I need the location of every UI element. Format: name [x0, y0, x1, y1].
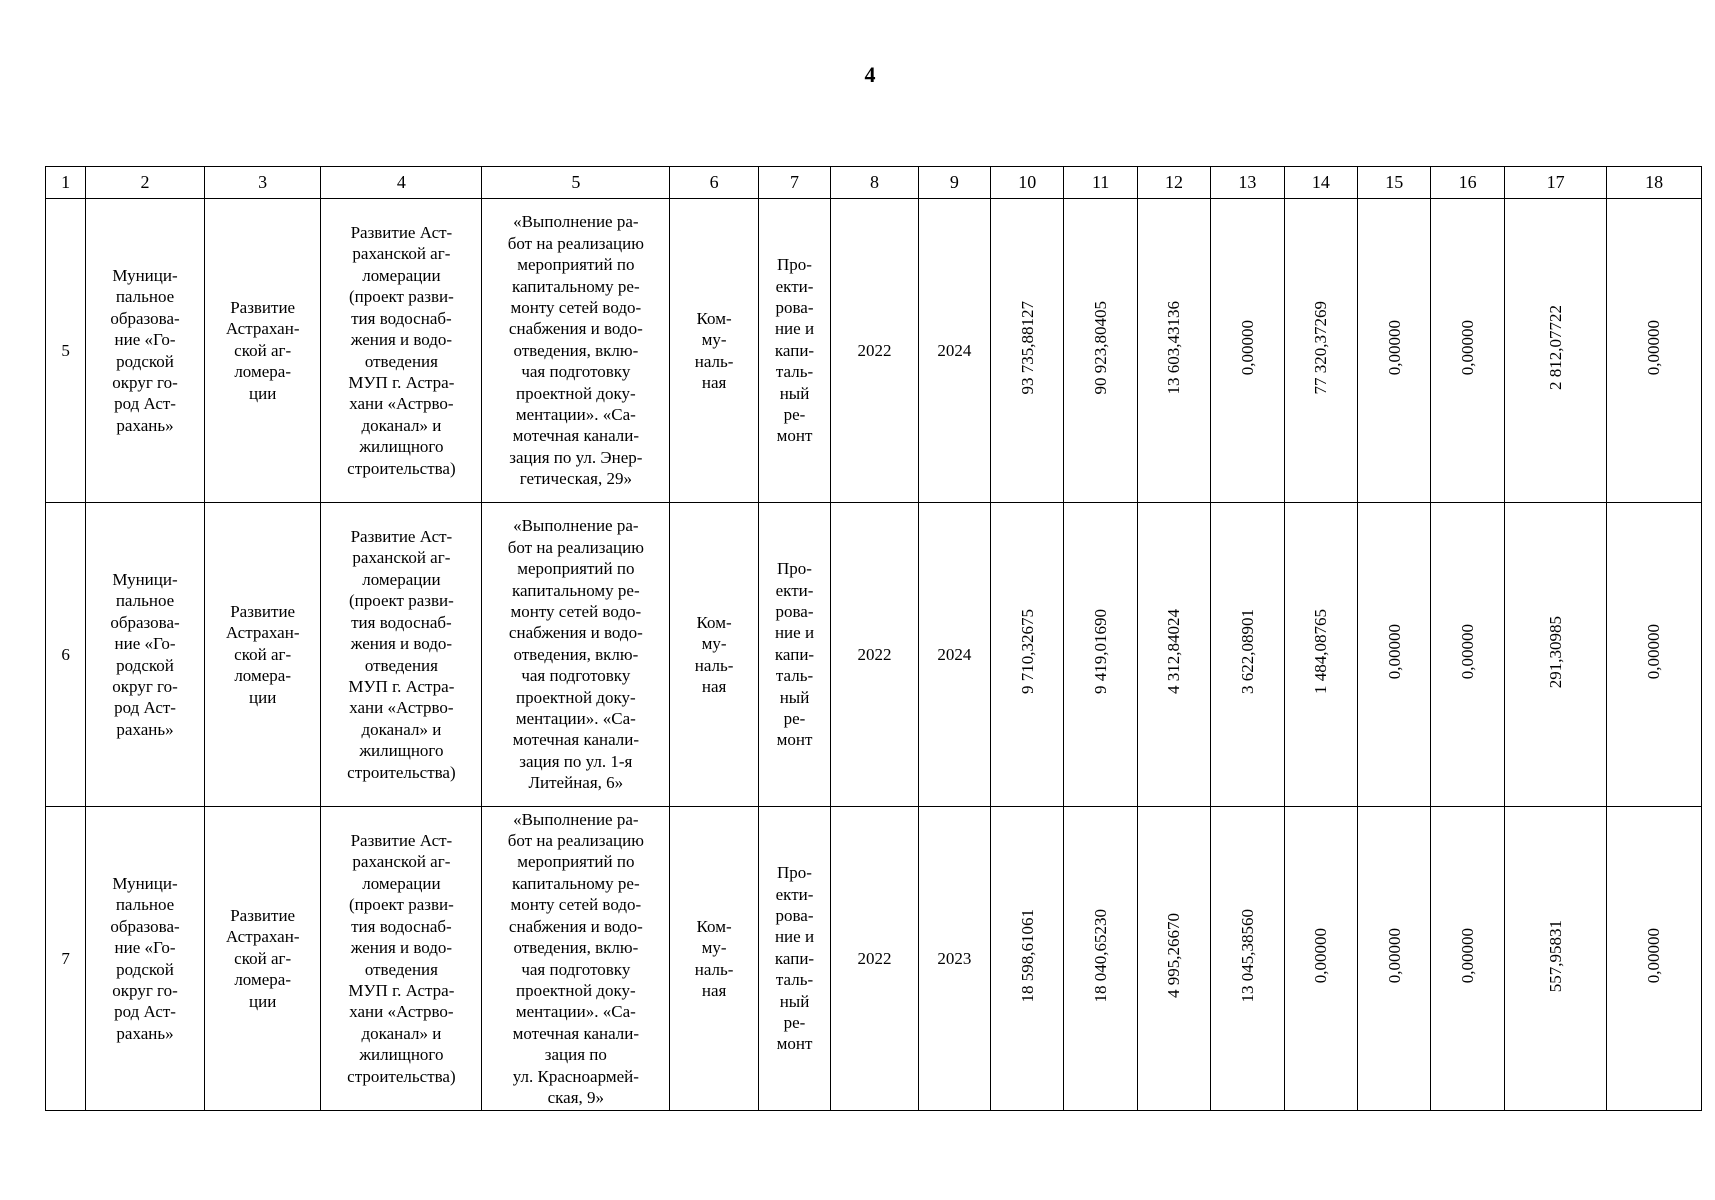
- cell-work-type: [758, 199, 830, 503]
- cell-text: Муници- пальное образова- ние «Го- родской округ го- род Аст- рахань»: [110, 873, 180, 1043]
- cell-c17: [1504, 807, 1607, 1111]
- cell-text: 2022: [857, 340, 892, 360]
- cell-municipality: [86, 199, 205, 503]
- cell-property: [670, 807, 758, 1111]
- cell-text: Развитие Аст- раханской аг- ломерации (проект разви- тия водоснаб- жения и водо- отведения МУП г. Астра- хани «Астрво- доканал» и жилищного строительства): [347, 527, 456, 782]
- table-row: [46, 807, 1702, 1111]
- cell-text: 2024: [937, 340, 972, 360]
- cell-c17: [1504, 503, 1607, 807]
- cell-text: Ком- му- наль- ная: [694, 612, 734, 696]
- header-cell: 1: [46, 167, 86, 199]
- cell-c13: [1211, 503, 1284, 807]
- cell-value-vertical: 0,00000: [1384, 320, 1404, 376]
- cell-property: [670, 503, 758, 807]
- cell-text: Ком- му- наль- ная: [694, 308, 734, 392]
- header-cell: 11: [1064, 167, 1137, 199]
- header-cell: 8: [831, 167, 918, 199]
- cell-c18: [1607, 199, 1702, 503]
- cell-text: Про- екти- рова- ние и капи- таль- ный ре- монт: [774, 559, 815, 750]
- cell-value-vertical: 13 603,43136: [1164, 301, 1184, 395]
- cell-year-end: [918, 807, 990, 1111]
- cell-c14: [1284, 807, 1357, 1111]
- table-row: [46, 503, 1702, 807]
- cell-year-end: [918, 503, 990, 807]
- cell-value-vertical: 3 622,08901: [1237, 609, 1257, 695]
- cell-c16: [1431, 199, 1504, 503]
- cell-value-vertical: 0,00000: [1311, 928, 1331, 984]
- cell-c14: [1284, 199, 1357, 503]
- cell-text: Развитие Аст- раханской аг- ломерации (проект разви- тия водоснаб- жения и водо- отведения МУП г. Астра- хани «Астрво- доканал» и жилищного строительства): [347, 831, 456, 1086]
- header-cell: 17: [1504, 167, 1607, 199]
- cell-c15: [1358, 503, 1431, 807]
- cell-text: 6: [61, 644, 70, 664]
- header-cell: 3: [204, 167, 321, 199]
- cell-text: «Выполнение ра- бот на реализацию мероприятий по капитальному ре- монту сетей водо- снабжения и водо- отведения, вклю- чая подготовку проектной доку- ментации». «Са- мотечная канали- зация по ул. 1-я Литейная, 6»: [507, 516, 644, 793]
- cell-text: «Выполнение ра- бот на реализацию мероприятий по капитальному ре- монту сетей водо- снабжения и водо- отведения, вклю- чая подготовку проектной доку- ментации». «Са- мотечная канали- зация по ул. Энер- гетическая, 29»: [507, 212, 644, 489]
- cell-value-vertical: 0,00000: [1457, 624, 1477, 680]
- cell-c11: [1064, 199, 1137, 503]
- header-row: [46, 167, 1702, 199]
- cell-work-type: [758, 807, 830, 1111]
- cell-value-vertical: 0,00000: [1644, 320, 1664, 376]
- cell-value-vertical: 77 320,37269: [1311, 301, 1331, 395]
- cell-value-vertical: 13 045,38560: [1237, 909, 1257, 1003]
- cell-c18: [1607, 807, 1702, 1111]
- cell-year-end: [918, 199, 990, 503]
- cell-value-vertical: 2 812,07722: [1545, 305, 1565, 391]
- page-number: 4: [864, 62, 876, 87]
- cell-value-vertical: 0,00000: [1644, 928, 1664, 984]
- cell-direction: [204, 807, 321, 1111]
- cell-text: Развитие Астрахан- ской аг- ломера- ции: [225, 905, 300, 1011]
- cell-text: 5: [61, 340, 70, 360]
- cell-c15: [1358, 199, 1431, 503]
- cell-c13: [1211, 199, 1284, 503]
- cell-value-vertical: 18 040,65230: [1090, 909, 1110, 1003]
- cell-municipality: [86, 503, 205, 807]
- cell-c16: [1431, 503, 1504, 807]
- header-cell: 6: [670, 167, 758, 199]
- data-table: [45, 166, 1702, 1111]
- header-cell: 13: [1211, 167, 1284, 199]
- cell-project: [321, 503, 482, 807]
- cell-c11: [1064, 503, 1137, 807]
- cell-value-vertical: 9 710,32675: [1017, 609, 1037, 695]
- cell-value-vertical: 90 923,80405: [1090, 301, 1110, 395]
- cell-value-vertical: 0,00000: [1457, 928, 1477, 984]
- cell-c11: [1064, 807, 1137, 1111]
- cell-c10: [991, 503, 1064, 807]
- cell-direction: [204, 503, 321, 807]
- cell-text: 2023: [937, 948, 972, 968]
- header-cell: 18: [1607, 167, 1702, 199]
- cell-value-vertical: 291,30985: [1545, 615, 1565, 688]
- header-cell: 15: [1358, 167, 1431, 199]
- cell-c16: [1431, 807, 1504, 1111]
- header-cell: 4: [321, 167, 482, 199]
- header-cell: 2: [86, 167, 205, 199]
- cell-text: Развитие Астрахан- ской аг- ломера- ции: [225, 297, 300, 403]
- cell-value-vertical: 557,95831: [1545, 919, 1565, 992]
- cell-value-vertical: 4 312,84024: [1164, 609, 1184, 695]
- cell-c12: [1137, 503, 1210, 807]
- header-cell: 7: [758, 167, 830, 199]
- cell-project: [321, 807, 482, 1111]
- table-row: [46, 199, 1702, 503]
- cell-value-vertical: 0,00000: [1457, 320, 1477, 376]
- cell-c10: [991, 199, 1064, 503]
- cell-text: «Выполнение ра- бот на реализацию мероприятий по капитальному ре- монту сетей водо- снабжения и водо- отведения, вклю- чая подготовку проектной доку- ментации». «Са- мотечная канали- зация по ул. Красноармей- ская, 9»: [507, 809, 644, 1107]
- cell-property: [670, 199, 758, 503]
- cell-text: 2024: [937, 644, 972, 664]
- header-cell: 9: [918, 167, 990, 199]
- cell-year-start: [831, 503, 918, 807]
- cell-num: [46, 807, 86, 1111]
- cell-object: [482, 807, 670, 1111]
- cell-year-start: [831, 199, 918, 503]
- cell-c17: [1504, 199, 1607, 503]
- cell-c18: [1607, 503, 1702, 807]
- cell-num: [46, 503, 86, 807]
- cell-municipality: [86, 807, 205, 1111]
- cell-text: 2022: [857, 948, 892, 968]
- cell-text: Развитие Аст- раханской аг- ломерации (проект разви- тия водоснаб- жения и водо- отведения МУП г. Астра- хани «Астрво- доканал» и жилищного строительства): [347, 223, 456, 478]
- cell-object: [482, 503, 670, 807]
- cell-value-vertical: 93 735,88127: [1017, 301, 1037, 395]
- cell-text: Про- екти- рова- ние и капи- таль- ный ре- монт: [774, 255, 815, 446]
- cell-value-vertical: 0,00000: [1384, 928, 1404, 984]
- cell-direction: [204, 199, 321, 503]
- cell-project: [321, 199, 482, 503]
- cell-value-vertical: 9 419,01690: [1090, 609, 1110, 695]
- header-cell: 10: [991, 167, 1064, 199]
- header-cell: 16: [1431, 167, 1504, 199]
- cell-c14: [1284, 503, 1357, 807]
- cell-c13: [1211, 807, 1284, 1111]
- cell-text: Муници- пальное образова- ние «Го- родской округ го- род Аст- рахань»: [110, 569, 180, 739]
- cell-text: Развитие Астрахан- ской аг- ломера- ции: [225, 601, 300, 707]
- cell-value-vertical: 18 598,61061: [1017, 909, 1037, 1003]
- header-cell: 14: [1284, 167, 1357, 199]
- cell-text: Про- екти- рова- ние и капи- таль- ный ре- монт: [774, 863, 815, 1054]
- cell-object: [482, 199, 670, 503]
- cell-value-vertical: 0,00000: [1644, 624, 1664, 680]
- header-cell: 12: [1137, 167, 1210, 199]
- cell-value-vertical: 0,00000: [1237, 320, 1257, 376]
- cell-c10: [991, 807, 1064, 1111]
- cell-c15: [1358, 807, 1431, 1111]
- cell-work-type: [758, 503, 830, 807]
- cell-text: Ком- му- наль- ная: [694, 916, 734, 1000]
- header-cell: 5: [482, 167, 670, 199]
- cell-text: 2022: [857, 644, 892, 664]
- cell-value-vertical: 4 995,26670: [1164, 913, 1184, 999]
- cell-c12: [1137, 807, 1210, 1111]
- cell-value-vertical: 0,00000: [1384, 624, 1404, 680]
- cell-text: Муници- пальное образова- ние «Го- родской округ го- род Аст- рахань»: [110, 265, 180, 435]
- cell-text: 7: [61, 948, 70, 968]
- cell-num: [46, 199, 86, 503]
- cell-year-start: [831, 807, 918, 1111]
- cell-value-vertical: 1 484,08765: [1311, 609, 1331, 695]
- cell-c12: [1137, 199, 1210, 503]
